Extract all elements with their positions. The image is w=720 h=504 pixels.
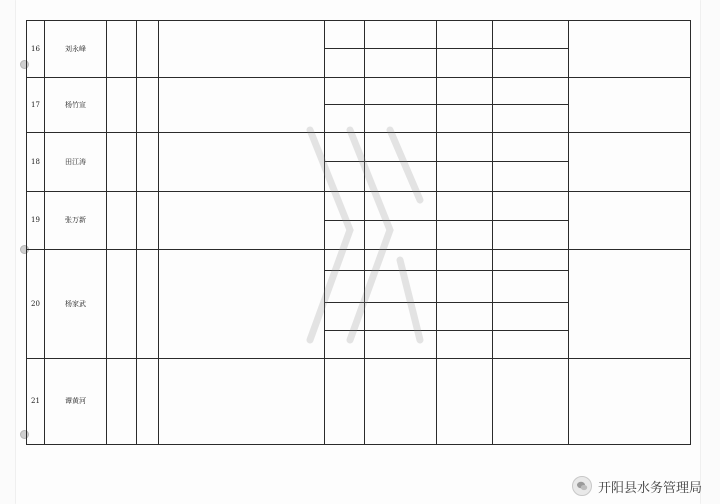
account-name: 开阳县水务管理局 — [597, 480, 702, 496]
sub-chief — [437, 21, 493, 49]
responsible-unit — [107, 359, 137, 445]
sub-town — [325, 21, 365, 49]
sub-town — [325, 271, 365, 303]
sub-river — [365, 133, 437, 162]
sub-river — [365, 78, 437, 105]
sub-river — [365, 359, 437, 445]
sub-deputy — [493, 250, 569, 271]
responsible-unit — [107, 192, 137, 250]
sub-chief — [437, 192, 493, 221]
sub-chief — [437, 49, 493, 78]
sub-town — [325, 49, 365, 78]
responsible-person: 杨家武 — [45, 250, 107, 359]
sub-town — [325, 192, 365, 221]
sub-chief — [437, 133, 493, 162]
sub-river — [365, 105, 437, 133]
sub-deputy — [493, 21, 569, 49]
sub-river — [365, 162, 437, 192]
sub-river — [365, 331, 437, 359]
river-description — [159, 192, 325, 250]
river-name — [137, 21, 159, 78]
river-description — [159, 78, 325, 133]
wechat-account-icon — [572, 476, 592, 496]
sub-town — [325, 105, 365, 133]
sub-deputy — [493, 162, 569, 192]
sub-deputy — [493, 331, 569, 359]
duty-note — [569, 359, 691, 445]
responsible-unit — [107, 78, 137, 133]
river-description — [159, 359, 325, 445]
sub-town — [325, 250, 365, 271]
sub-river — [365, 192, 437, 221]
duty-note — [569, 78, 691, 133]
sub-chief — [437, 271, 493, 303]
sub-deputy — [493, 78, 569, 105]
sub-river — [365, 303, 437, 331]
river-name — [137, 250, 159, 359]
sub-deputy — [493, 221, 569, 250]
duty-note — [569, 21, 691, 78]
responsible-person: 刘永峰 — [45, 21, 107, 78]
row-number: 17 — [27, 78, 45, 133]
river-name — [137, 359, 159, 445]
row-number: 18 — [27, 133, 45, 192]
river-description — [159, 250, 325, 359]
sub-town — [325, 331, 365, 359]
river-name — [137, 78, 159, 133]
sub-river — [365, 271, 437, 303]
table-row — [27, 133, 691, 162]
account-watermark — [572, 476, 702, 496]
sub-deputy — [493, 192, 569, 221]
table-row — [27, 192, 691, 221]
responsible-unit — [107, 21, 137, 78]
sub-town — [325, 221, 365, 250]
sub-chief — [437, 78, 493, 105]
river-name — [137, 133, 159, 192]
row-number: 21 — [27, 359, 45, 445]
sub-deputy — [493, 133, 569, 162]
sub-town — [325, 78, 365, 105]
row-number: 20 — [27, 250, 45, 359]
sub-river — [365, 49, 437, 78]
sub-town — [325, 133, 365, 162]
table-row — [27, 21, 691, 49]
sub-deputy — [493, 303, 569, 331]
row-number: 19 — [27, 192, 45, 250]
sub-chief — [437, 303, 493, 331]
sub-chief — [437, 331, 493, 359]
responsible-unit — [107, 250, 137, 359]
sub-river — [365, 221, 437, 250]
table-row — [27, 359, 691, 445]
duty-note — [569, 133, 691, 192]
sub-chief — [437, 162, 493, 192]
row-number: 16 — [27, 21, 45, 78]
responsible-person: 谭黄河 — [45, 359, 107, 445]
river-description — [159, 133, 325, 192]
river-chief-table — [26, 20, 691, 445]
sub-chief — [437, 359, 493, 445]
responsible-unit — [107, 133, 137, 192]
duty-note — [569, 192, 691, 250]
table-row — [27, 250, 691, 271]
document-page — [16, 0, 700, 504]
sub-river — [365, 250, 437, 271]
sub-town — [325, 303, 365, 331]
responsible-person: 张万新 — [45, 192, 107, 250]
sub-deputy — [493, 271, 569, 303]
duty-note — [569, 250, 691, 359]
table-row — [27, 78, 691, 105]
responsible-person: 田江涛 — [45, 133, 107, 192]
sub-chief — [437, 105, 493, 133]
river-description — [159, 21, 325, 78]
sub-deputy — [493, 359, 569, 445]
river-name — [137, 192, 159, 250]
sub-river — [365, 21, 437, 49]
sub-chief — [437, 250, 493, 271]
sub-deputy — [493, 105, 569, 133]
sub-town — [325, 359, 365, 445]
sub-chief — [437, 221, 493, 250]
responsible-person: 杨竹宣 — [45, 78, 107, 133]
sub-town — [325, 162, 365, 192]
sub-deputy — [493, 49, 569, 78]
